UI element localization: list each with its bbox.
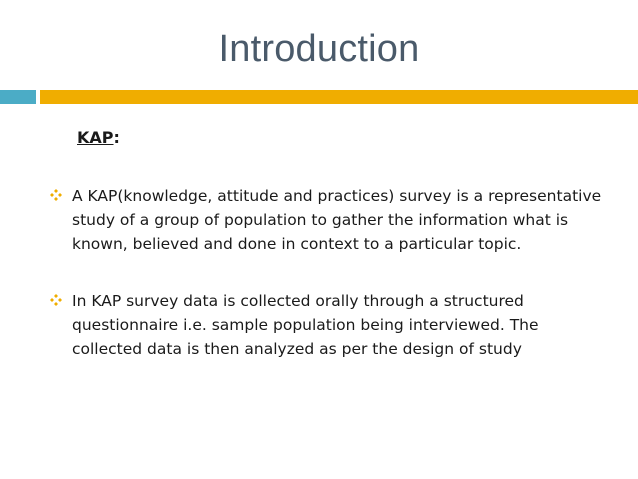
four-diamond-bullet-icon [50,184,72,256]
bullet-2-line-2: questionnaire i.e. sample population being interviewed. The [72,316,539,334]
title-underline-right-bar [40,90,638,104]
bullet-text-2 [72,289,602,361]
bullet-1-line-2: study of a group of population to gather the information what is [72,211,569,229]
bullet-1-line-1: A KAP(knowledge, attitude and practices) survey is a representative [72,187,602,205]
section-label [77,128,120,147]
title-underline-left-bar [0,90,36,104]
four-diamond-bullet-icon [50,289,72,361]
bullet-text-1 [72,184,602,256]
section-label-colon: : [113,128,120,147]
slide-title: Introduction [218,28,420,70]
bullet-2-line-1: In KAP survey data is collected orally through a structured [72,292,524,310]
section-label-text: KAP [77,128,114,147]
bullet-item-2 [50,289,610,361]
bullet-2-line-3: collected data is then analyzed as per the design of study [72,340,522,358]
bullet-item-1 [50,184,610,256]
bullet-1-line-3: known, believed and done in context to a particular topic. [72,235,522,253]
